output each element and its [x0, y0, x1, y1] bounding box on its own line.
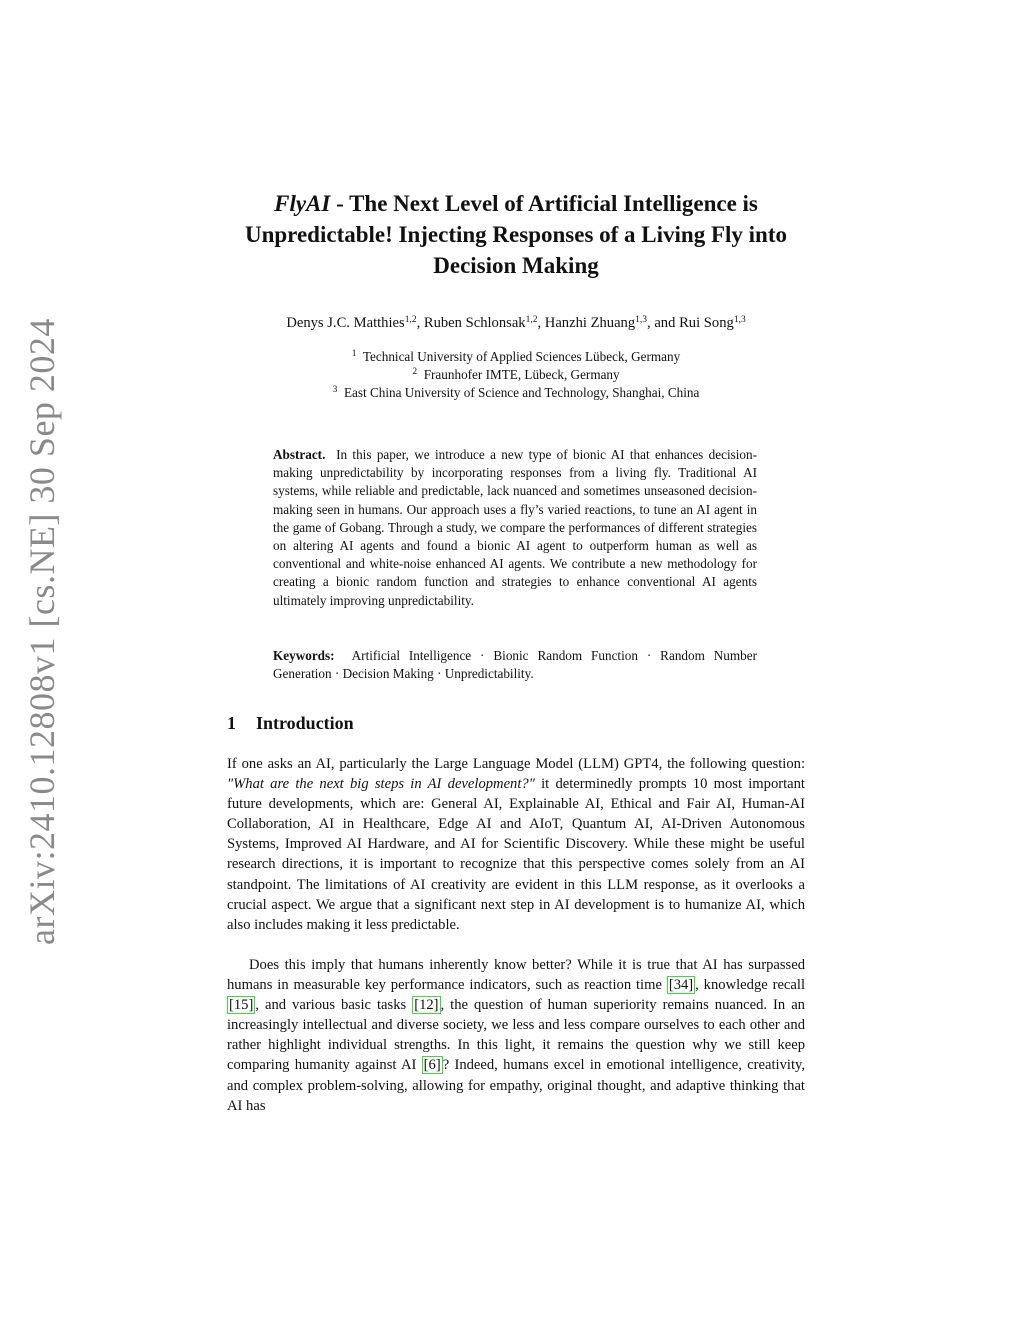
- author-list: [227, 314, 805, 332]
- author-name: Denys J.C. Matthies: [286, 315, 405, 331]
- section-number: 1: [227, 713, 236, 733]
- author-separator: , and: [647, 315, 680, 331]
- paper-title: [227, 188, 805, 281]
- author-affiliation-mark: 1,2: [404, 315, 417, 325]
- section-heading: [227, 713, 354, 734]
- affiliation-list: [227, 348, 805, 403]
- author-separator: ,: [537, 315, 545, 331]
- section-title: Introduction: [256, 713, 354, 733]
- paragraph-text: Does this imply that humans inherently know better? While it is true that AI has surpassed humans in measurable key performance indicators, such as reaction time: [227, 957, 805, 994]
- abstract-label: Abstract.: [273, 447, 326, 462]
- author-name: Rui Song: [679, 315, 734, 331]
- author-name: Ruben Schlonsak: [423, 315, 526, 331]
- quoted-question: "What are the next big steps in AI development?": [227, 776, 535, 793]
- affiliation-text: East China University of Science and Technology, Shanghai, China: [343, 385, 700, 401]
- affiliation-text: Technical University of Applied Sciences Lübeck, Germany: [362, 349, 681, 364]
- author-affiliation-mark: 1,3: [635, 315, 648, 325]
- affiliation-number: 2: [412, 367, 418, 378]
- paragraph-text: , the question of human superiority remains nuanced. In an increasingly intellectual and diverse society, we less and less compare ourselves to each other and rather highlight individual strengths. In this light, it remains the question why we still keep comparing humanity against AI: [227, 997, 805, 1074]
- citation-link[interactable]: [12]: [414, 997, 439, 1014]
- affiliation: [227, 384, 805, 402]
- abstract-text: In this paper, we introduce a new type of bionic AI that enhances decision-making unpredictability by incorporating responses from a living fly. Traditional AI systems, while reliable and predictable, lack nuanced and sometimes unseasoned decision-making seen in humans. Our approach uses a fly’s varied reactions, to tune an AI agent in the game of Gobang. Through a study, we compare the performances of different strategies on altering AI agents and found a bionic AI agent to outperform human as well as conventional and white-noise enhanced AI agents. We contribute a new methodology for creating a bionic random function and strategies to enhance conventional AI agents ultimately improving unpredictability.: [273, 447, 758, 608]
- keywords-text: Artificial Intelligence · Bionic Random Function · Random Number Generation · Decision Making · Unpredictability.: [273, 648, 757, 682]
- affiliation-text: Fraunhofer IMTE, Lübeck, Germany: [423, 367, 620, 383]
- paragraph-text: , knowledge recall: [695, 977, 805, 994]
- author-name: Hanzhi Zhuang: [544, 315, 636, 331]
- affiliation-number: 1: [351, 349, 357, 359]
- citation-link[interactable]: [15]: [229, 997, 254, 1014]
- arxiv-stamp: arXiv:2410.12808v1 [cs.NE] 30 Sep 2024: [22, 318, 62, 945]
- abstract: [273, 446, 757, 610]
- affiliation-number: 3: [332, 385, 338, 396]
- citation-link[interactable]: [6]: [423, 1057, 441, 1074]
- affiliation: [227, 366, 805, 384]
- citation-link[interactable]: [34]: [668, 977, 694, 994]
- intro-paragraph-2: [227, 955, 805, 1116]
- affiliation: [227, 348, 805, 366]
- title-rest: - The Next Level of Artificial Intelligence is Unpredictable! Injecting Responses of a Living Fly into Decision Making: [244, 191, 788, 278]
- author-separator: ,: [416, 315, 424, 331]
- intro-paragraph-1: [227, 754, 805, 935]
- title-italic-part: FlyAI: [274, 191, 331, 216]
- author-affiliation-mark: 1,3: [733, 315, 746, 325]
- paragraph-text: , and various basic tasks: [255, 997, 413, 1014]
- keywords-label: Keywords:: [273, 648, 335, 663]
- paragraph-text: If one asks an AI, particularly the Large Language Model (LLM) GPT4, the following question:: [227, 756, 805, 772]
- paragraph-text: it determinedly prompts 10 most important future developments, which are: General AI, Explainable AI, Ethical and Fair AI, Human-AI Collaboration, AI in Healthcare, Edge AI and AIoT, Quantum AI, AI-Driven Autonomous Systems, Improved AI Hardware, and AI for Scientific Discovery. While these might be useful research directions, it is important to recognize that this perspective comes solely from an AI standpoint. The limitations of AI creativity are evident in this LLM response, as it overlooks a crucial aspect. We argue that a significant next step in AI development is to humanize AI, which also includes making it less predictable.: [227, 776, 805, 933]
- author-affiliation-mark: 1,2: [525, 315, 538, 325]
- keywords: [273, 647, 757, 683]
- paragraph-text: ? Indeed, humans excel in emotional intelligence, creativity, and complex problem-solving, allowing for empathy, original thought, and adaptive thinking that AI has: [227, 1057, 806, 1114]
